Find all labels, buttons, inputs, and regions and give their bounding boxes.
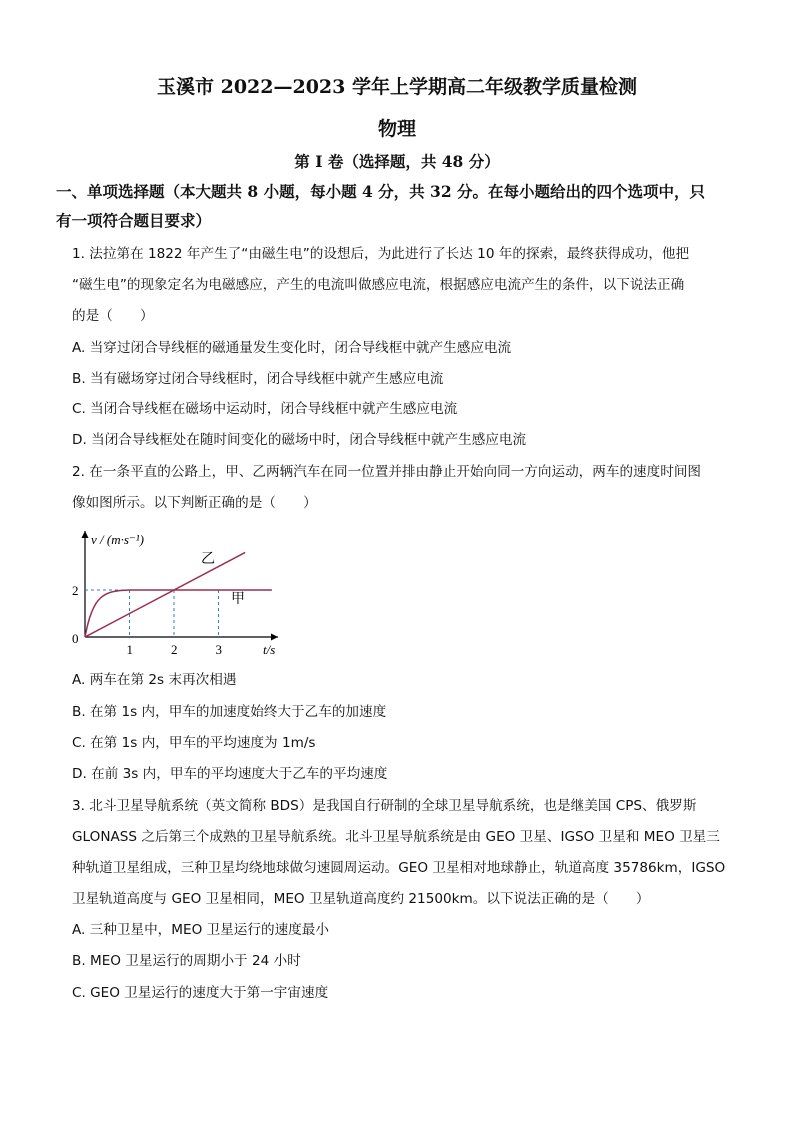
y-axis-label: v / (m·s⁻¹): [91, 532, 144, 547]
q2-option-c: C. 在第 1s 内，甲车的平均速度为 1m/s: [72, 735, 316, 751]
series-line-yi: [85, 552, 245, 637]
origin-label: 0: [72, 631, 79, 646]
q2-option-b: B. 在第 1s 内，甲车的加速度始终大于乙车的加速度: [72, 704, 387, 720]
q1-option-d: D. 当闭合导线框处在随时间变化的磁场中时，闭合导线框中就产生感应电流: [72, 432, 527, 448]
q3-option-b: B. MEO 卫星运行的周期小于 24 小时: [72, 953, 301, 969]
guide-lines: [85, 590, 219, 637]
q2-stem-line2: 像如图所示。以下判断正确的是（ ）: [72, 495, 317, 511]
section-heading-line1: 一、单项选择题（本大题共 8 小题，每小题 4 分，共 32 分。在每小题给出的四个选项中，只: [56, 182, 706, 201]
tick-labels: [72, 583, 222, 657]
q3-stem-line4: 卫星轨道高度与 GEO 卫星相同，MEO 卫星轨道高度约 21500km。以下说法正确的是（ ）: [72, 891, 650, 907]
q1-stem-line2: “磁生电”的现象定名为电磁感应，产生的电流叫做感应电流，根据感应电流产生的条件，以下说法正确: [72, 277, 685, 293]
q3-stem-line2: GLONASS 之后第三个成熟的卫星导航系统。北斗卫星导航系统是由 GEO 卫星、IGSO 卫星和 MEO 卫星三: [72, 829, 720, 845]
exam-title: 玉溪市 2022—2023 学年上学期高二年级教学质量检测: [157, 76, 637, 98]
q3-option-a: A. 三种卫星中，MEO 卫星运行的速度最小: [72, 922, 329, 938]
x-tick-2: 2: [171, 642, 178, 657]
volume-title: 第 I 卷（选择题，共 48 分）: [294, 152, 500, 171]
q3-stem-line1: 3. 北斗卫星导航系统（英文简称 BDS）是我国自行研制的全球卫星导航系统，也是继美国 CPS、俄罗斯: [72, 798, 697, 814]
q2-option-d: D. 在前 3s 内，甲车的平均速度大于乙车的平均速度: [72, 766, 388, 782]
x-axis-label: t/s: [263, 642, 276, 657]
section-heading: [56, 177, 746, 235]
q3-option-c: C. GEO 卫星运行的速度大于第一宇宙速度: [72, 985, 329, 1001]
q3-stem-line3: 种轨道卫星组成，三种卫星均绕地球做匀速圆周运动。GEO 卫星相对地球静止，轨道高度 35786km，IGSO: [72, 860, 726, 876]
q1-stem-line1: 1. 法拉第在 1822 年产生了“由磁生电”的设想后，为此进行了长达 10 年的探索，最终获得成功，他把: [72, 246, 690, 262]
velocity-time-chart-svg: [66, 525, 286, 660]
series-label-jia: 甲: [231, 592, 245, 607]
q1-option-a: A. 当穿过闭合导线框的磁通量发生变化时，闭合导线框中就产生感应电流: [72, 340, 512, 356]
q1-option-b: B. 当有磁场穿过闭合导线框时，闭合导线框中就产生感应电流: [72, 371, 444, 387]
section-heading-line2: 有一项符合题目要求）: [56, 211, 212, 230]
series-label-yi: 乙: [201, 552, 215, 567]
velocity-time-chart: [66, 525, 286, 660]
q2-option-a: A. 两车在第 2s 末再次相遇: [72, 672, 237, 688]
q2-stem-line1: 2. 在一条平直的公路上，甲、乙两辆汽车在同一位置并排由静止开始向同一方向运动，两车的速度时间图: [72, 464, 702, 480]
subject-title: 物理: [377, 118, 416, 140]
x-tick-3: 3: [215, 642, 222, 657]
q1-option-c: C. 当闭合导线框在磁场中运动时，闭合导线框中就产生感应电流: [72, 401, 458, 417]
y-tick-2: 2: [72, 583, 79, 598]
x-tick-1: 1: [126, 642, 133, 657]
q1-stem-line3: 的是（ ）: [72, 308, 154, 324]
